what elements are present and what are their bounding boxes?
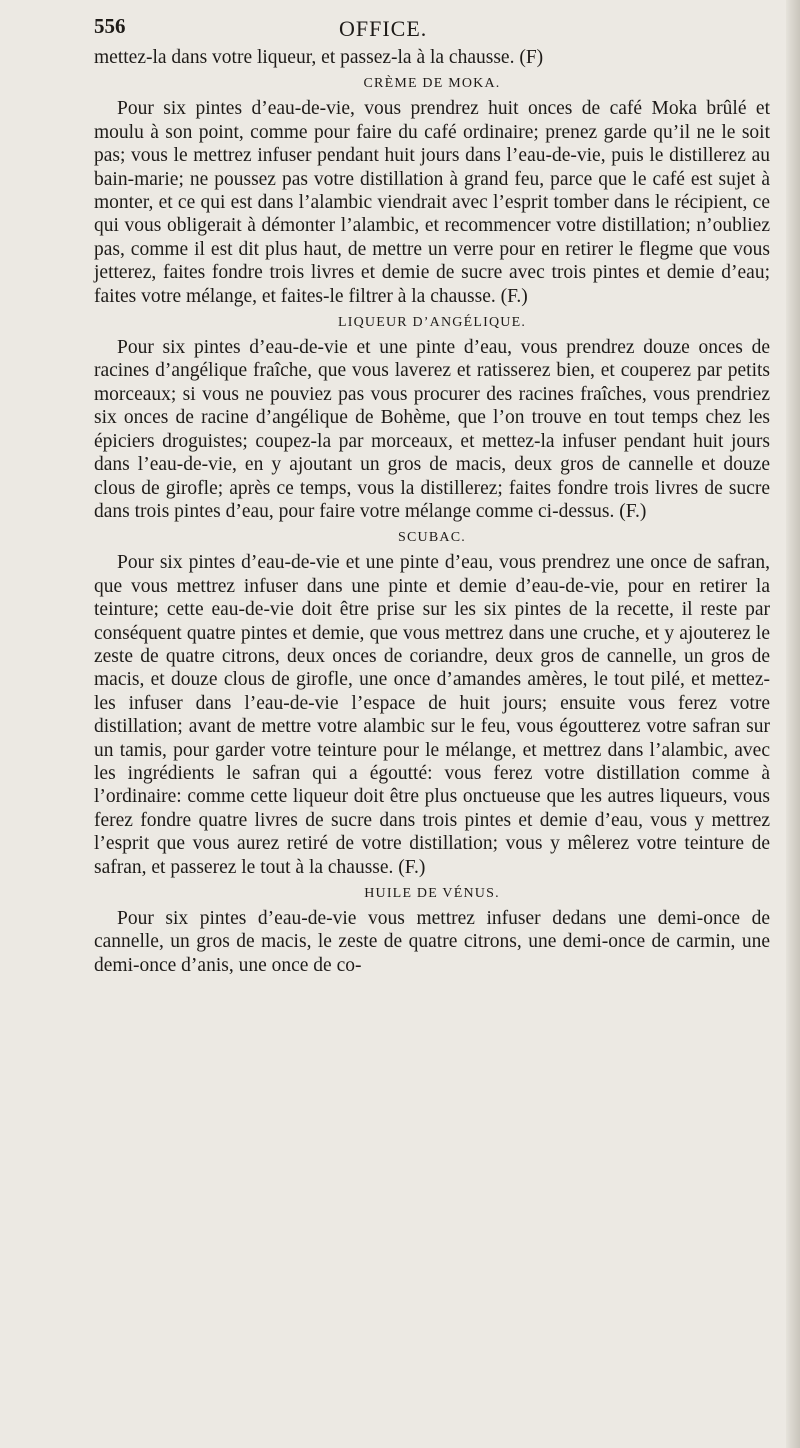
section-heading-scubac: SCUBAC. — [398, 530, 466, 546]
page-number: 556 — [94, 14, 126, 38]
section-heading-creme-de-moka: CRÈME DE MOKA. — [363, 76, 501, 92]
paragraph-creme-de-moka: Pour six pintes d’eau-de-vie, vous prendrez huit onces de café Moka brûlé et moulu à son point, comme pour faire du café ordinaire; prenez garde qu’il ne le soit pas; vous le mettrez infuser pendant huit jours dans l’eau-de-vie, puis le distillerez au bain-marie; ne poussez pas votre distillation à grand feu, parce que le café est sujet à monter, et ce qui est dans l’alambic viendrait avec l’esprit tomber dans le récipient, ce qui vous obligerait à démonter l’alambic, et recommencer votre distillation; n’oubliez pas, comme il est dit plus haut, de mettre un verre pour en retirer le flegme que vous jetterez, faites fondre trois livres et demie de sucre avec trois pintes et demie d’eau; faites votre mélange, et faites-le filtrer à la chausse. (F.) — [94, 98, 770, 307]
running-head — [94, 14, 770, 46]
page-edge — [786, 0, 800, 1448]
paragraph-scubac: Pour six pintes d’eau-de-vie et une pinte d’eau, vous prendrez une once de safran, que vous mettrez infuser dans une pinte et demie d’eau-de-vie, pour en retirer la teinture; cette eau-de-vie doit être prise sur les six pintes de la recette, il reste par conséquent quatre pintes et demie, que vous mettrez dans une cruche, et y ajouterez le zeste de quatre citrons, deux onces de coriandre, deux gros de cannelle, un gros de macis, et douze clous de girofle, une once d’amandes amères, le tout pilé, et mettez-les infuser dans l’eau-de-vie l’espace de huit jours; ensuite vous ferez votre distillation; avant de mettre votre alambic sur le feu, vous égoutterez votre safran sur un tamis, pour garder votre teinture pour le mélange, et mettrez dans l’alambic, avec les ingrédients le safran qui a égoutté: vous ferez votre distillation comme à l’ordinaire: comme cette liqueur doit être plus onctueuse que les autres liqueurs, vous ferez fondre quatre livres de sucre dans trois pintes et demie d’eau, vous y mettrez l’esprit que vous aurez retiré de votre distillation; vous y mêlerez votre teinture de safran, et passerez le tout à la chausse. (F.) — [94, 552, 770, 878]
book-page — [94, 14, 770, 977]
section-heading-huile-de-venus: HUILE DE VÉNUS. — [364, 886, 500, 901]
opening-paragraph: mettez-la dans votre liqueur, et passez-la à la chausse. (F) — [94, 47, 544, 68]
section-heading-liqueur-dangelique: LIQUEUR D’ANGÉLIQUE. — [337, 315, 527, 331]
running-title: OFFICE. — [339, 16, 428, 41]
paragraph-huile-de-venus: Pour six pintes d’eau-de-vie vous mettrez infuser dedans une demi-once de cannelle, un gros de macis, le zeste de quatre citrons, une demi-once de carmin, une demi-once d’anis, une once de co- — [94, 908, 770, 976]
paragraph-liqueur-dangelique: Pour six pintes d’eau-de-vie et une pinte d’eau, vous prendrez douze onces de racines d’angélique fraîche, que vous laverez et ratisserez bien, et couperez par petits morceaux; si vous ne pouviez pas vous procurer des racines fraîches, vous prendriez six onces de racine d’angélique de Bohème, que l’on trouve en tout temps chez les épiciers droguistes; coupez-la par morceaux, et mettez-la infuser pendant huit jours dans l’eau-de-vie, en y ajoutant un gros de macis, deux gros de cannelle et douze clous de girofle; après ce temps, vous la distillerez; faites fondre trois livres de sucre dans trois pintes d’eau, pour faire votre mélange comme ci-dessus. (F.) — [94, 337, 770, 522]
